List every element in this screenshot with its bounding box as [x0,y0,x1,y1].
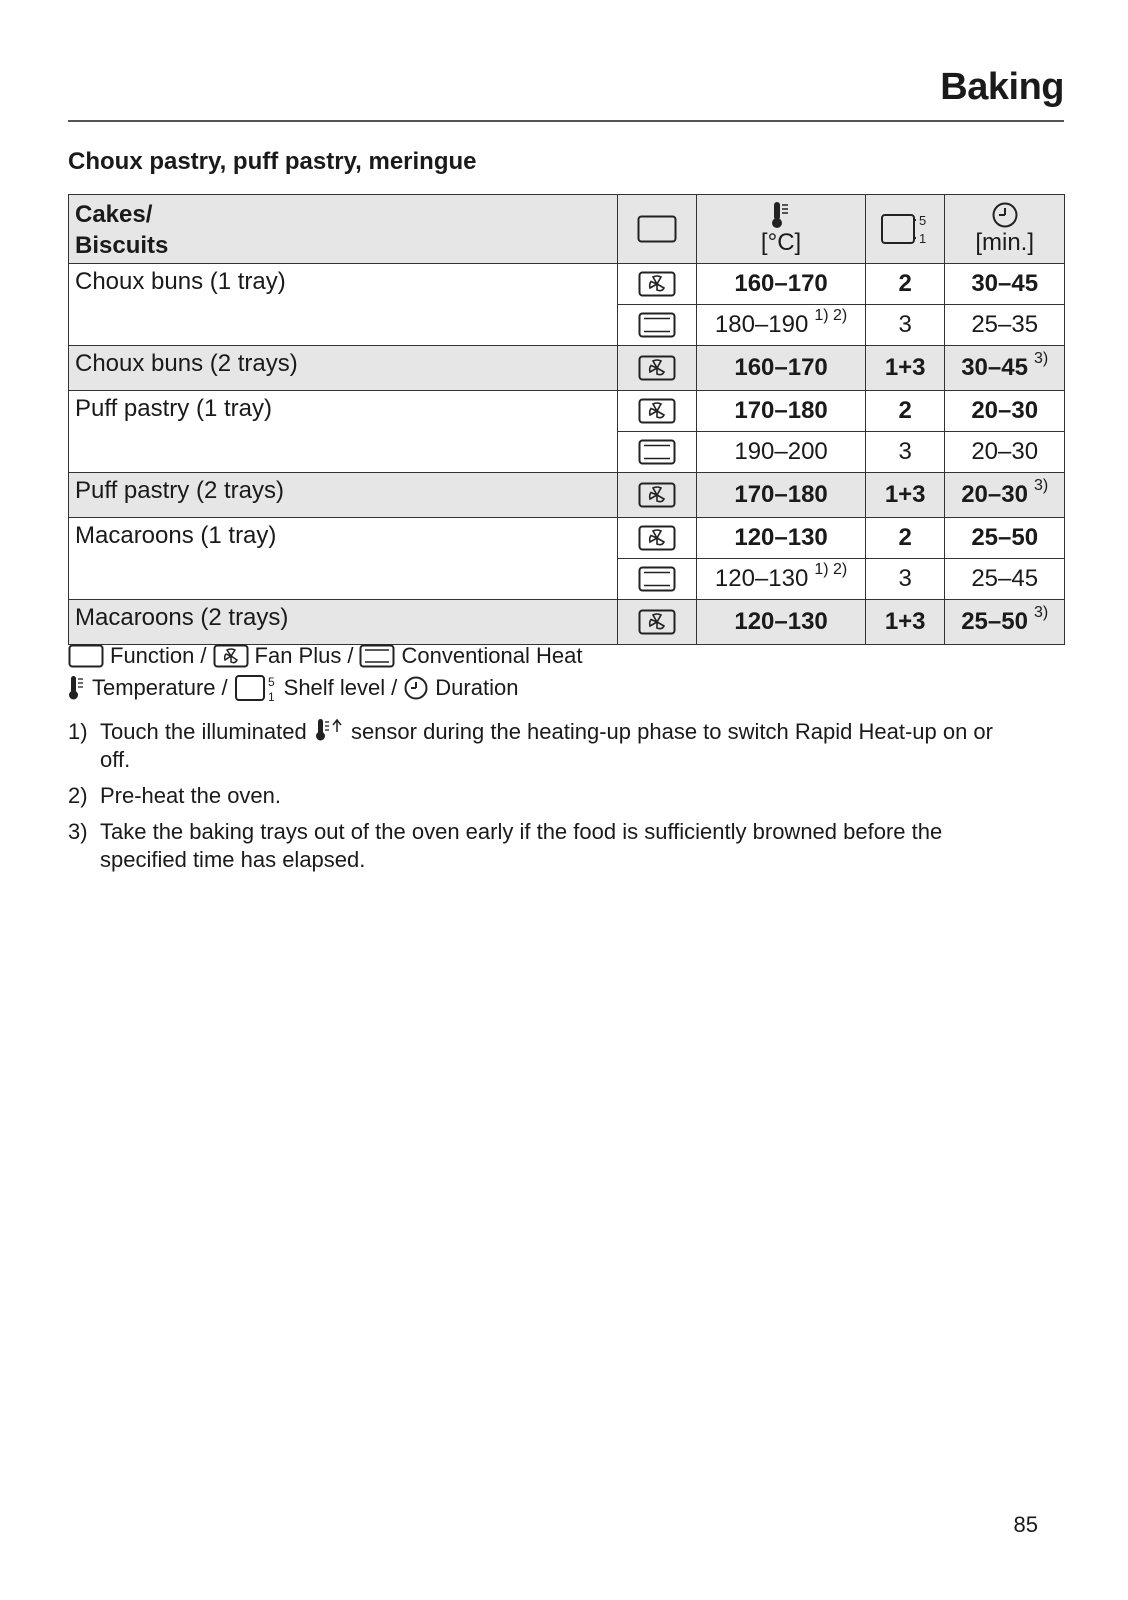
fan-plus-icon [638,609,676,635]
legend-separator: / [347,643,354,668]
shelf-level-cell: 1+3 [865,473,944,518]
table-row [69,518,1065,559]
footnote-number: 1) [68,719,88,744]
header-duration [945,195,1065,264]
footnote-ref: 1) 2) [814,561,848,578]
shelf-level-cell: 3 [865,305,944,346]
function-cell [617,305,696,346]
oven-function-icon [68,644,104,668]
temperature-value: 170–180 [734,481,828,508]
legend-line-functions [68,640,582,672]
table-row [69,473,1065,518]
duration-cell [945,559,1065,600]
duration-value: 25–35 [971,311,1039,338]
clock-icon [403,675,429,701]
duration-cell [945,600,1065,645]
header-shelf-level [865,195,944,264]
footnote-ref: 3) [1033,350,1049,367]
shelf-level-cell: 1+3 [865,600,944,645]
legend-shelf-label: Shelf level [283,675,386,700]
temperature-cell [697,518,866,559]
temperature-value: 180–190 [714,311,809,338]
temperature-value: 120–130 [734,524,828,551]
legend-fan-plus-label: Fan Plus [254,643,342,668]
function-cell [617,473,696,518]
conventional-heat-icon [638,566,676,592]
temperature-cell [697,391,866,432]
legend-conventional-label: Conventional Heat [401,643,583,668]
header-temperature [697,195,866,264]
legend-function-label: Function [110,643,195,668]
shelf-level-cell: 1+3 [865,346,944,391]
footnote-1 [68,718,1028,774]
footnote-text: Pre-heat the oven. [100,783,282,808]
cake-name-cell: Choux buns (1 tray) [69,264,618,346]
footnote-3 [68,818,1028,874]
temperature-value: 190–200 [734,438,828,465]
baking-table [68,194,1065,645]
table-row [69,264,1065,305]
header-cakes-biscuits [69,195,618,264]
fan-plus-icon [638,355,676,381]
duration-cell [945,305,1065,346]
temperature-cell [697,264,866,305]
shelf-level-icon [880,212,930,246]
fan-plus-icon [213,644,249,668]
table-body [69,264,1065,645]
cake-name-cell: Macaroons (1 tray) [69,518,618,600]
thermometer-icon [68,675,86,701]
fan-plus-icon [638,398,676,424]
table-row [69,346,1065,391]
page-number: 85 [1013,1512,1038,1537]
duration-cell [945,391,1065,432]
temperature-cell [697,559,866,600]
conventional-heat-icon [359,644,395,668]
thermometer-icon [771,201,791,229]
footnote-number: 2) [68,783,88,808]
shelf-level-cell: 2 [865,391,944,432]
cake-name-cell: Macaroons (2 trays) [69,600,618,645]
footnotes [68,718,1028,882]
shelf-level-cell: 2 [865,518,944,559]
duration-cell [945,346,1065,391]
temperature-cell [697,346,866,391]
function-cell [617,346,696,391]
duration-value: 20–30 [971,397,1039,424]
temp-unit: [°C] [760,229,802,256]
footnote-number: 3) [68,819,88,844]
cake-name-cell: Puff pastry (1 tray) [69,391,618,473]
footnote-2 [68,782,1028,810]
shelf-level-cell: 2 [865,264,944,305]
duration-value: 25–50 [961,608,1028,635]
section-subtitle: Choux pastry, puff pastry, meringue [68,148,477,175]
function-cell [617,391,696,432]
temperature-value: 170–180 [734,397,828,424]
rapid-heat-up-icon [315,718,343,742]
shelf-bottom-label: 1 [919,231,927,246]
page-header [68,60,1064,122]
duration-value: 20–30 [961,481,1028,508]
page-title: Baking [940,66,1064,108]
shelf-level-cell: 3 [865,559,944,600]
legend-separator: / [200,643,207,668]
conventional-heat-icon [638,312,676,338]
duration-cell [945,264,1065,305]
shelf-bottom-label: 1 [267,690,275,702]
fan-plus-icon [638,271,676,297]
duration-unit: [min.] [975,229,1035,256]
temperature-value: 120–130 [714,565,809,592]
temperature-cell [697,432,866,473]
duration-cell [945,432,1065,473]
function-cell [617,600,696,645]
cake-name-cell: Choux buns (2 trays) [69,346,618,391]
temperature-value: 160–170 [734,354,828,381]
table-header-row [69,195,1065,264]
footnote-text-before: Touch the illuminated [100,719,307,744]
legend-duration-label: Duration [435,675,519,700]
shelf-top-label: 5 [919,213,927,228]
footnote-text: Take the baking trays out of the oven early if the food is sufficiently browned before the specified time has elapsed. [100,819,943,872]
temperature-value: 160–170 [734,270,828,297]
function-cell [617,432,696,473]
legend-temperature-label: Temperature [92,675,216,700]
temperature-cell [697,600,866,645]
cake-name-cell: Puff pastry (2 trays) [69,473,618,518]
shelf-level-icon [234,674,278,702]
footnote-ref: 3) [1033,477,1049,494]
header-name-line2: Biscuits [75,232,169,259]
oven-function-icon [637,215,677,243]
duration-value: 25–45 [971,565,1039,592]
footnote-ref: 1) 2) [814,307,848,324]
clock-icon [991,201,1019,229]
shelf-top-label: 5 [267,675,275,689]
header-name-line1: Cakes/ [75,201,153,228]
duration-value: 20–30 [971,438,1039,465]
legend-separator: / [391,675,398,700]
fan-plus-icon [638,482,676,508]
legend-separator: / [221,675,228,700]
footnote-ref: 3) [1033,604,1049,621]
duration-value: 30–45 [961,354,1028,381]
function-cell [617,559,696,600]
temperature-value: 120–130 [734,608,828,635]
duration-cell [945,473,1065,518]
function-cell [617,264,696,305]
duration-value: 30–45 [971,270,1039,297]
duration-value: 25–50 [971,524,1039,551]
shelf-level-cell: 3 [865,432,944,473]
temperature-cell [697,305,866,346]
function-cell [617,518,696,559]
header-function [617,195,696,264]
footnote-text [100,718,1028,774]
legend-line-parameters [68,672,582,704]
fan-plus-icon [638,525,676,551]
conventional-heat-icon [638,439,676,465]
legend [68,640,582,704]
table-row [69,600,1065,645]
footnote-text-after: sensor during the heating-up phase to switch Rapid Heat-up on or off. [100,719,993,772]
table-row [69,391,1065,432]
duration-cell [945,518,1065,559]
temperature-cell [697,473,866,518]
